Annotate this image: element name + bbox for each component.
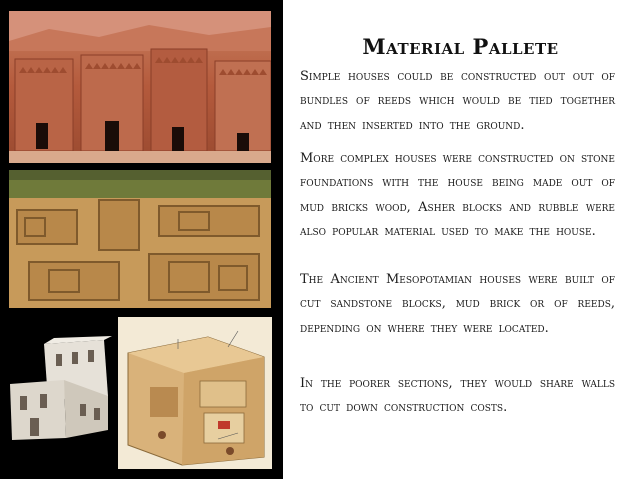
excavated-city-photo xyxy=(9,170,271,308)
clay-house-model-photo xyxy=(4,334,114,444)
text-panel xyxy=(283,0,638,479)
paragraph-mesopotamian-houses: The Ancient Mesopotamian houses were built of cut sandstone blocks, mud brick or of reeds, depending on where they were located. xyxy=(300,272,615,336)
rock-cut-facades-photo xyxy=(9,11,271,163)
house-cutaway-illustration xyxy=(118,317,272,469)
paragraph-shared-walls: In the poorer sections, they would share walls to cut down construction costs. xyxy=(300,376,615,416)
paragraph-reed-houses: Simple houses could be constructed out out of bundles of reeds which would be tied together and then inserted into the ground. xyxy=(300,69,615,133)
slide-title: Material Pallete xyxy=(362,34,559,59)
paragraph-complex-houses: More complex houses were constructed on stone foundations with the house being made out of mud bricks wood, Asher blocks and rubble were also popular material used to make the house. xyxy=(300,151,615,239)
image-panel xyxy=(0,0,283,479)
